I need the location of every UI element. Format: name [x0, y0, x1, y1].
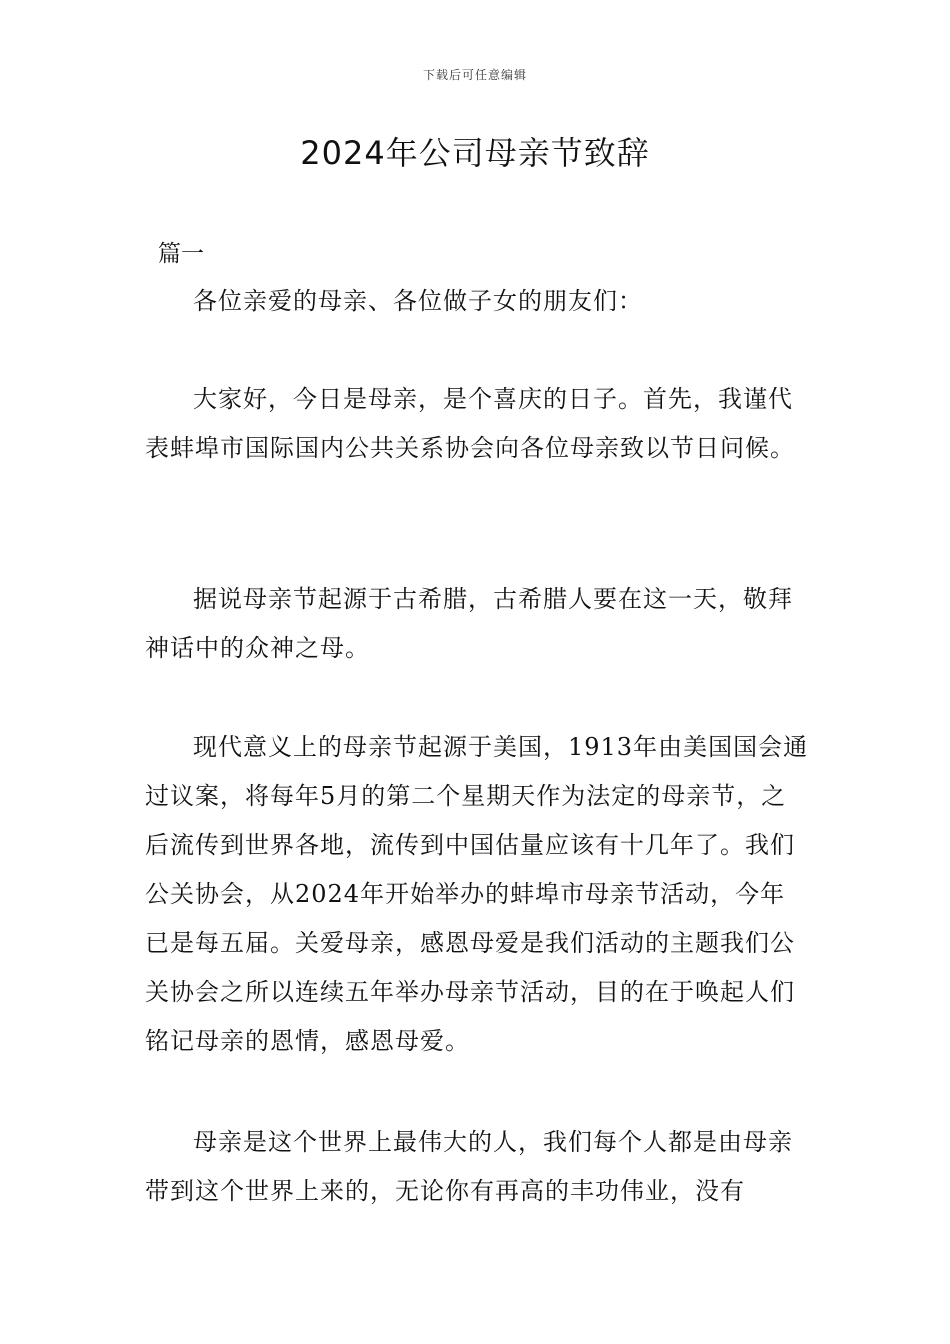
header-note: 下载后可任意编辑 — [422, 68, 527, 82]
opening-paragraph: 大家好，今日是母亲，是个喜庆的日子。首先，我谨代表蚌埠市国际国内公共关系协会向各位母亲致以节日问候。 — [145, 385, 795, 462]
document-title: 2024年公司母亲节致辞 — [300, 134, 650, 172]
greeting-paragraph: 各位亲爱的母亲、各位做子女的朋友们： — [193, 287, 643, 315]
history-paragraph: 现代意义上的母亲节起源于美国，1913年由美国国会通过议案，将每年5月的第二个星期天作为法定的母亲节，之后流传到世界各地，流传到中国估量应该有十几年了。我们公关协会，从2024年开始举办的蚌埠市母亲节活动，今年已是每五届。关爱母亲，感恩母爱是我们活动的主题我们公关协会之所以连续五年举办母亲节活动，目的在于唤起人们铭记母亲的恩情，感恩母爱。 — [145, 733, 809, 1055]
origin-paragraph: 据说母亲节起源于古希腊，古希腊人要在这一天，敬拜神话中的众神之母。 — [145, 585, 793, 662]
section-label: 篇一 — [158, 241, 204, 267]
mother-paragraph: 母亲是这个世界上最伟大的人，我们每个人都是由母亲带到这个世界上来的，无论你有再高的丰功伟业，没有 — [145, 1128, 793, 1205]
